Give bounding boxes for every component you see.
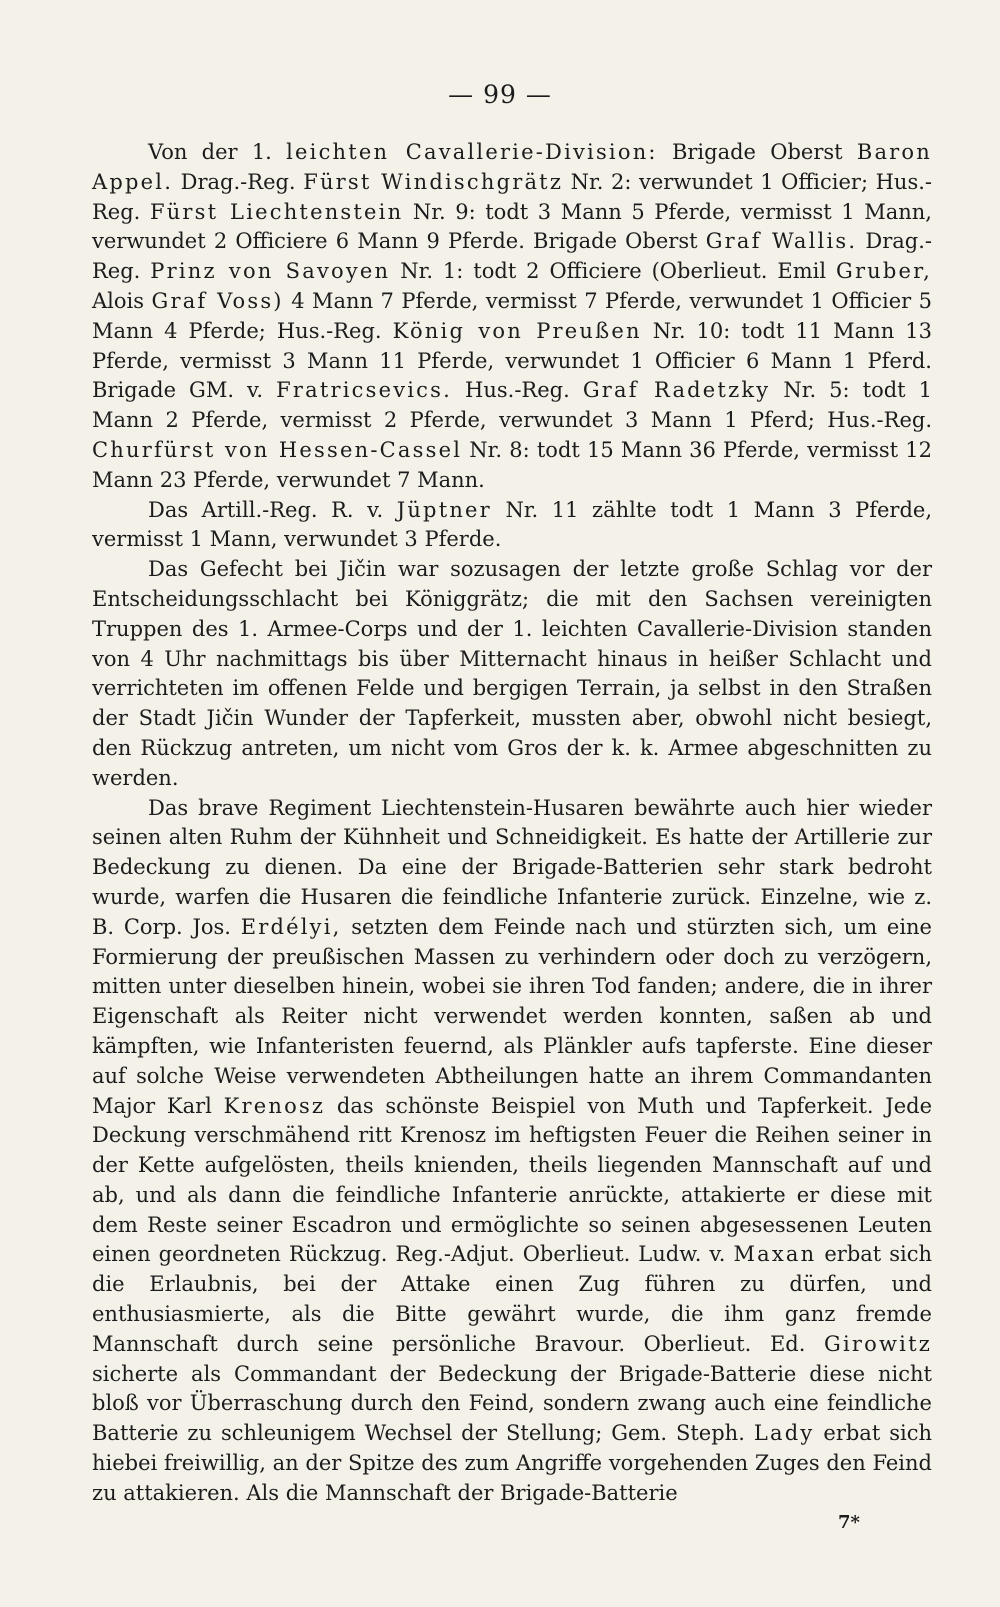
text-run: Nr. 8: todt 15 Mann 36 Pferde, vermisst 12 Mann 23 Pferde, verwundet 7 Mann.: [92, 437, 932, 492]
signature-mark: 7*: [838, 1512, 860, 1533]
text-run: das schönste Beispiel von Muth und Tapferkeit. Jede Deckung verschmähend ritt Krenosz im heftigsten Feuer die Reihen seiner in der Kette aufgelösten, theils knienden, theils liegenden Mannschaft auf und ab, und als dann die feindliche Infanterie anrückte, attakierte er diese mit dem Reste seiner Escadron und ermöglichte so seinen abgesessenen Leuten einen geordneten Rückzug. Reg.-Adjut. Oberlieut. Ludw. v.: [92, 1093, 933, 1267]
paragraph-artillery: [92, 496, 932, 556]
spaced-name: Gruber,: [835, 259, 932, 284]
spaced-name: Erdélyi,: [240, 914, 342, 939]
text-run: Brigade Oberst: [657, 140, 857, 164]
text-run: Das Artill.-Reg. R. v.: [148, 497, 397, 522]
text-run: erbat sich die Erlaubnis, bei der Attake einen Zug führen zu dürfen, und enthusiasmierte, als die Bitte gewährt wurde, die ihm ganz fremde Mannschaft durch seine persönliche Bravour. Oberlieut. Ed.: [92, 1242, 932, 1356]
spaced-name: leichten Cavallerie-Division:: [286, 140, 658, 164]
text-run: Das Gefecht bei Jičin war sozusagen der letzte große Schlag vor der Entscheidungsschlacht bei Königgrätz; die mit den Sachsen vereinigten Truppen des 1. Armee-Corps und der 1. leichten Cavallerie-Division standen von 4 Uhr nachmittags bis über Mitternacht hinaus in heißer Schlacht und verrichteten im offenen Felde und bergigen Terrain, ja selbst in den Straßen der Stadt Jičin Wunder der Tapferkeit, mussten aber, obwohl nicht besiegt, den Rückzug antreten, um nicht vom Gros der k. k. Armee abgeschnitten zu werden.: [92, 557, 932, 790]
text-run: Von der 1.: [148, 140, 287, 164]
spaced-name: Baron Appel.: [92, 140, 932, 194]
text-run: Nr. 5: todt 1 Mann 2 Pferde, vermisst 2 Pferde, verwundet 3 Mann 1 Pferd; Hus.-Reg.: [92, 378, 932, 433]
spaced-name: Fürst Liechtenstein: [149, 199, 404, 224]
text-run: Nr. 1: todt 2 Officiere (Oberlieut. Emil: [390, 259, 836, 284]
spaced-name: Lady: [753, 1421, 815, 1446]
text-run: Alois: [92, 288, 152, 313]
spaced-name: Graf Voss): [151, 288, 284, 313]
spaced-name: Graf Radetzky: [582, 378, 771, 403]
text-run: Nr. 10: todt 11 Mann 13 Pferde, vermisst 3 Mann 11 Pferde, verwundet 1 Officier 6 Mann 1 Pferd. Brigade GM. v.: [92, 318, 932, 403]
spaced-name: Graf Wallis.: [705, 229, 858, 254]
text-run: erbat sich hiebei freiwillig, an der Spitze des zum Angriffe vorgehenden Zuges den Feind zu attakieren. Als die Mannschaft der Brigade-Batterie: [92, 1421, 933, 1505]
text-run: Nr. 9: todt 3 Mann 5 Pferde, vermisst 1 Mann, verwundet 2 Officiere 6 Mann 9 Pferde. Brigade Oberst: [92, 199, 932, 254]
body-text: [92, 138, 932, 1509]
paragraph-jicin-battle: [92, 555, 932, 793]
text-run: Hus.-Reg.: [452, 378, 583, 403]
text-run: Drag.-Reg.: [173, 169, 304, 194]
text-run: setzten dem Feinde nach und stürzten sich, um eine Formierung der preußischen Massen zu verhindern oder doch zu verzögern, mitten unter dieselben hinein, wobei sie ihren Tod fanden; andere, die in ihrer Eigenschaft als Reiter nicht verwendet werden konnten, saßen ab und kämpften, wie Infanteristen feuernd, als Plänkler aufs tapferste. Eine dieser auf solche Weise verwendeten Abtheilungen hatte an ihrem Commandanten Major Karl: [92, 914, 932, 1118]
paragraph-liechtenstein-hussars: [92, 794, 932, 1509]
text-run: Drag.-Reg.: [92, 229, 932, 284]
spaced-name: Fürst Windischgrätz: [303, 169, 564, 194]
spaced-name: König von Preußen: [392, 318, 642, 343]
spaced-name: Krenosz: [223, 1093, 326, 1118]
spaced-name: Jüptner: [396, 497, 492, 522]
spaced-name: Fratricsevics.: [276, 378, 452, 403]
text-run: 4 Mann 7 Pferde, vermisst 7 Pferde, verwundet 1 Officier 5 Mann 4 Pferde; Hus.-Reg.: [92, 288, 933, 343]
spaced-name: Prinz von Savoyen: [150, 259, 391, 284]
text-run: Nr. 11 zählte todt 1 Mann 3 Pferde, vermisst 1 Mann, verwundet 3 Pferde.: [92, 497, 932, 552]
text-run: sicherte als Commandant der Bedeckung der Brigade-Batterie diese nicht bloß vor Überraschung durch den Feind, sondern zwang auch eine feindliche Batterie zu schleunigem Wechsel der Stellung; Gem. Steph.: [92, 1361, 932, 1446]
spaced-name: Girowitz: [824, 1331, 932, 1356]
page-number: — 99 —: [448, 80, 552, 109]
text-run: Nr. 2: verwundet 1 Officier; Hus.-Reg.: [92, 169, 932, 224]
spaced-name: Maxan: [733, 1242, 817, 1267]
paragraph-casualty-list: [92, 138, 932, 496]
spaced-name: Churfürst von Hessen-Cassel: [92, 437, 463, 462]
text-run: Das brave Regiment Liechtenstein-Husaren bewährte auch hier wieder seinen alten Ruhm der Kühnheit und Schneidigkeit. Es hatte der Artillerie zur Bedeckung zu dienen. Da eine der Brigade-Batterien sehr stark bedroht wurde, warfen die Husaren die feindliche Infanterie zurück. Einzelne, wie z. B. Corp. Jos.: [92, 795, 932, 939]
